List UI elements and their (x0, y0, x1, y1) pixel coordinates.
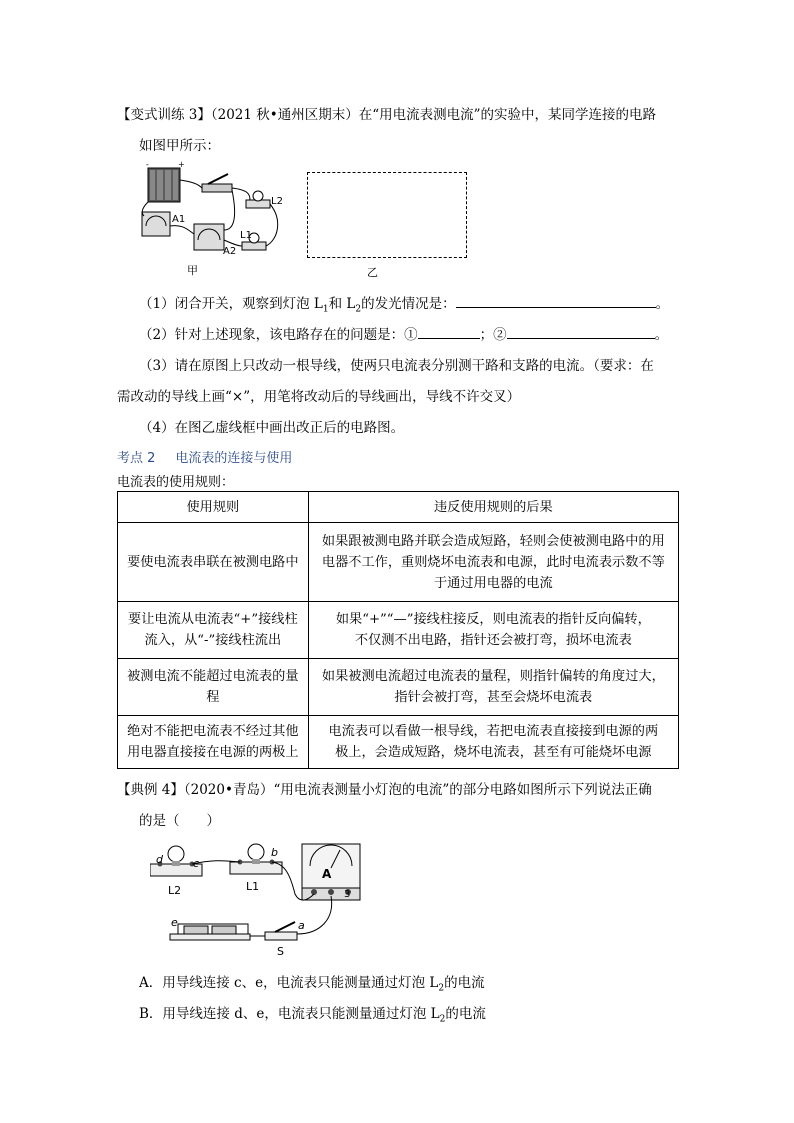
q2-prefix: （2）针对上述现象，该电路存在的问题是：① (139, 327, 418, 343)
table-header-consequence: 违反使用规则的后果 (308, 492, 678, 523)
table-cell-consequence (308, 659, 678, 716)
example-4-line1: 【典例 4】（2020•青岛）“用电流表测量小灯泡的电流”的部分电路如图所示下列说法正确 (117, 782, 652, 798)
svg-text:+: + (178, 160, 185, 169)
table-row (118, 523, 679, 602)
rule-text: 要让电流从电流表“+”接线柱 (128, 612, 298, 627)
question-3-line2: 需改动的导线上画“×”，用笔将改动后的导线画出，导线不许交叉） (117, 389, 521, 405)
example-4-line2: 的是（ ） (139, 813, 220, 829)
q1-mid: 和 L (328, 296, 356, 312)
q2-end: 。 (654, 327, 669, 343)
q2-mid: ；② (479, 327, 507, 343)
fig-jia-A1-label: A1 (172, 214, 186, 225)
option-b-sub: 2 (439, 1014, 446, 1025)
option-b-prefix: B．用导线连接 d、e，电流表只能测量通过灯泡 L (139, 1006, 440, 1022)
fig-yi-caption: 乙 (367, 266, 378, 279)
q1-prefix: （1）闭合开关，观察到灯泡 L (139, 296, 323, 312)
fig-jia-L2-label: L2 (271, 196, 283, 207)
fig-yi-dashed-box (307, 172, 467, 258)
table-row (118, 716, 679, 769)
fig-jia-A2-label: A2 (223, 246, 237, 257)
rule-text: 流入，从“-”接线柱流出 (144, 633, 282, 648)
question-2 (139, 323, 668, 343)
fig4-label-d: d (156, 853, 163, 866)
option-b[interactable] (139, 1002, 486, 1025)
question-4: （4）在图乙虚线框中画出改正后的电路图。 (139, 420, 405, 436)
table-cell-consequence (308, 602, 678, 659)
consequence-text: 指针会被打弯，甚至会烧坏电流表 (394, 690, 593, 705)
rule-text: 用电器直接接在电源的两极上 (127, 745, 299, 760)
table-row (118, 659, 679, 716)
rule-text: 绝对不能把电流表不经过其他 (127, 724, 299, 739)
option-a-prefix: A．用导线连接 c、e，电流表只能测量通过灯泡 L (139, 975, 439, 991)
consequence-text: 于通过用电器的电流 (433, 575, 553, 591)
kaodian-heading (117, 447, 292, 466)
table-header-row (118, 492, 679, 523)
fig4-label-L2: L2 (168, 884, 182, 897)
fig4-label-S: S (277, 945, 284, 958)
circuit-figure-jia (138, 160, 288, 280)
svg-text:-: - (146, 160, 149, 169)
kaodian-label: 考点 2 (117, 451, 156, 466)
option-a[interactable] (139, 971, 485, 994)
fig-jia-L1-label: L1 (240, 230, 252, 241)
consequence-text: 如果被测电流超过电流表的量程，则指针偏转的角度过大， (321, 669, 665, 684)
fig4-label-3: 3 (344, 889, 351, 900)
circuit-figure-example4 (150, 834, 370, 959)
rules-title: 电流表的使用规则： (117, 475, 235, 490)
rule-text: 要使电流表串联在被测电路中 (127, 554, 299, 570)
fig4-label-L1: L1 (246, 880, 260, 893)
option-a-sub: 2 (438, 983, 445, 994)
table-cell-rule (118, 716, 309, 769)
option-a-suffix: 的电流 (444, 975, 485, 991)
fig4-label-c: c (193, 857, 200, 870)
consequence-text: 极上，会造成短路，烧坏电流表，甚至有可能烧坏电源 (335, 745, 652, 760)
q1-answer-blank[interactable] (456, 293, 656, 308)
fig-jia-caption: 甲 (187, 264, 198, 277)
question-1 (139, 292, 669, 315)
fig4-label-a: a (298, 919, 305, 932)
table-cell-rule (118, 659, 309, 716)
consequence-text: 不仅测不出电路，指针还会被打弯，损坏电流表 (354, 633, 632, 648)
rule-text: 程 (206, 690, 220, 705)
consequence-text: 如果“+”“—”接线柱接反，则电流表的指针反向偏转， (335, 612, 651, 627)
exercise-3-line2: 如图甲所示： (139, 138, 220, 154)
fig4-label-e: e (171, 916, 178, 929)
table-cell-consequence (308, 523, 678, 602)
table-cell-consequence (308, 716, 678, 769)
consequence-text: 电流表可以看做一根导线，若把电流表直接接到电源的两 (328, 724, 659, 739)
question-3-line1: （3）请在原图上只改动一根导线，使两只电流表分别测干路和支路的电流。（要求：在 (139, 358, 654, 374)
q1-end: 。 (655, 296, 670, 312)
exercise-3-line1: 【变式训练 3】（2021 秋•通州区期末）在“用电流表测电流”的实验中，某同学连接的电路 (117, 107, 657, 123)
option-b-suffix: 的电流 (445, 1006, 486, 1022)
fig4-label-b: b (271, 846, 278, 859)
q2-answer-blank-1[interactable] (418, 324, 480, 339)
q1-sub2: 2 (355, 304, 362, 315)
consequence-text: 如果跟被测电路并联会造成短路，轻则会使被测电路中的用 (321, 533, 665, 549)
consequence-text: 电器不工作，重则烧坏电流表和电源，此时电流表示数不等 (321, 554, 665, 570)
table-cell-rule (118, 602, 309, 659)
q2-answer-blank-2[interactable] (507, 324, 655, 339)
q1-suffix: 的发光情况是： (361, 296, 456, 312)
table-cell-rule (118, 523, 309, 602)
rule-text: 被测电流不能超过电流表的量 (127, 669, 299, 684)
table-row (118, 602, 679, 659)
kaodian-title: 电流表的连接与使用 (175, 451, 293, 466)
fig4-label-A: A (322, 867, 332, 881)
q1-sub1: 1 (322, 304, 329, 315)
ammeter-rules-table (117, 491, 679, 769)
table-header-rule: 使用规则 (118, 492, 309, 523)
